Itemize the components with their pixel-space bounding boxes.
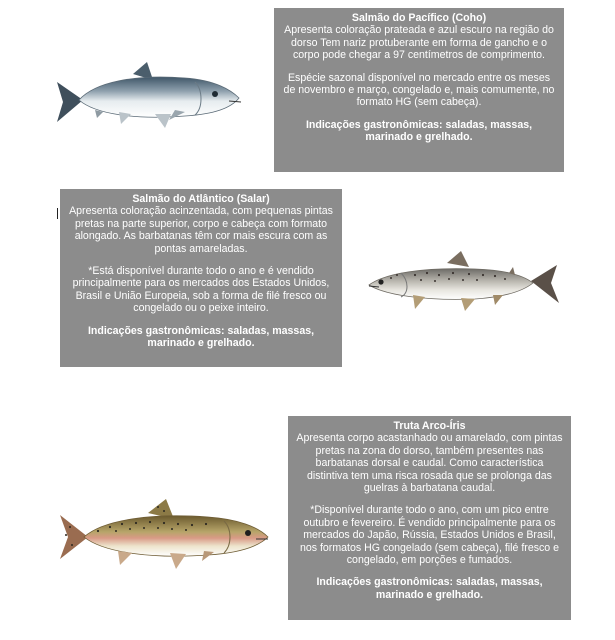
atlantic-salmon-image: [365, 245, 560, 320]
card-description: Apresenta corpo acastanhado ou amarelado, com pintas pretas na zona do dorso, também presentes nas barbatanas dorsal e caudal. Como característica distintiva tem uma risca rosada que se prolonga das guelras à barbatana caudal.: [296, 432, 563, 495]
card-description: Apresenta coloração prateada e azul escuro na região do dorso Tem nariz protuberante em forma de gancho e o corpo pode chegar a 97 centímetros de comprimento.: [284, 24, 554, 62]
card-indications: Indicações gastronômicas: saladas, massas, marinado e grelhado.: [316, 576, 543, 601]
card-description: Apresenta coloração acinzentada, com pequenas pintas pretas na parte superior, corpo e cabeça com formato alongado. As barbatanas têm cor mais escura com as pontas amareladas.: [69, 205, 333, 255]
card-availability: *Está disponível durante todo o ano e é vendido principalmente para os mercados dos Estados Unidos, Brasil e União Europeia, sob a forma de filé fresco ou congelado ou o peixe inteiro.: [72, 265, 330, 315]
rainbow-trout-card: [288, 416, 571, 620]
card-title: Truta Arco-Íris: [393, 420, 466, 432]
rainbow-trout-image: [58, 497, 270, 575]
card-availability: Espécie sazonal disponível no mercado entre os meses de novembro e março, congelado e, mais comumente, no formato HG (sem cabeça).: [283, 71, 555, 109]
card-indications: Indicações gastronômicas: saladas, massas, marinado e grelhado.: [305, 118, 533, 144]
coho-salmon-card: [274, 8, 564, 172]
coho-salmon-image: [55, 60, 243, 138]
atlantic-salmon-card: [60, 189, 342, 367]
card-availability: *Disponível durante todo o ano, com um pico entre outubro e fevereiro. É vendido principalmente para os mercados do Japão, Rússia, Estados Unidos e Brasil, nos formatos HG congelado (sem cabeça), filé fresco e congelado, em porções e fumados.: [299, 504, 560, 567]
card-indications: Indicações gastronômicas: saladas, massas, marinado e grelhado.: [87, 324, 315, 350]
card-title: Salmão do Atlântico (Salar): [132, 193, 270, 205]
text-cursor-mark: [57, 208, 58, 219]
card-title: Salmão do Pacífico (Coho): [351, 12, 487, 24]
